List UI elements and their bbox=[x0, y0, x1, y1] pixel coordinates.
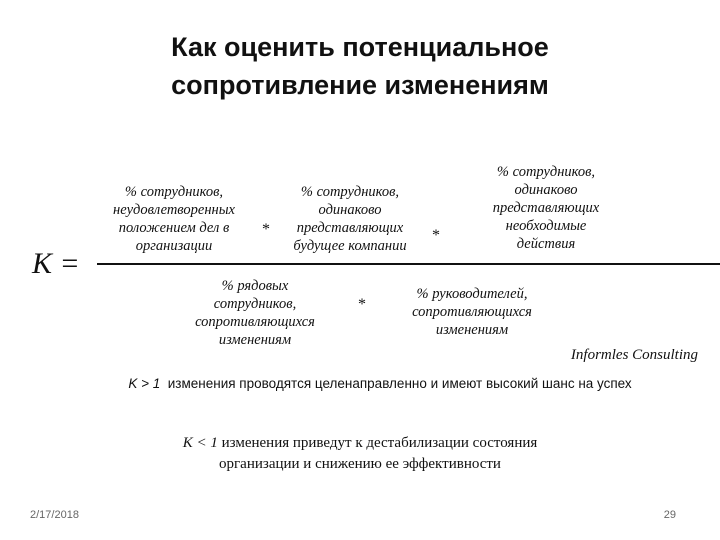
condition-lt-text-line-2: организации и снижению ее эффективности bbox=[219, 456, 501, 472]
slide-title bbox=[60, 28, 660, 104]
numerator-term-dissatisfied: % сотрудников, неудовлетворенных положением дел в организации bbox=[113, 184, 235, 254]
slide-title-line-2: сопротивление изменениям bbox=[171, 70, 549, 100]
footer-date: 2/17/2018 bbox=[30, 509, 79, 521]
numerator-operator-1: * bbox=[262, 221, 270, 238]
condition-lt-text-line-1: изменения приведут к дестабилизации состояния bbox=[221, 435, 538, 451]
fraction-line bbox=[97, 263, 720, 265]
numerator-operator-2: * bbox=[432, 227, 440, 244]
slide-title-line-1: Как оценить потенциальное bbox=[171, 32, 549, 62]
footer-page-number: 29 bbox=[663, 509, 676, 521]
numerator-term-future: % сотрудников, одинаково представляющих будущее компании bbox=[293, 184, 407, 254]
condition-gt-label: K > 1 bbox=[128, 376, 161, 391]
k-variable: K = bbox=[32, 247, 80, 280]
condition-gt-text: изменения проводятся целенаправленно и имеют высокий шанс на успех bbox=[167, 376, 632, 391]
denominator-operator: * bbox=[358, 296, 366, 313]
condition-greater-than-one bbox=[70, 376, 690, 391]
numerator-term-actions: % сотрудников, одинаково представляющих необходимые действия bbox=[492, 164, 600, 252]
denominator-term-employees: % рядовых сотрудников, сопротивляющихся изменениям bbox=[195, 278, 315, 348]
condition-lt-label: K < 1 bbox=[182, 435, 218, 451]
denominator-term-managers: % руководителей, сопротивляющихся изменениям bbox=[412, 286, 532, 338]
condition-less-than-one bbox=[90, 433, 630, 475]
source-credit: Informles Consulting bbox=[570, 347, 698, 363]
